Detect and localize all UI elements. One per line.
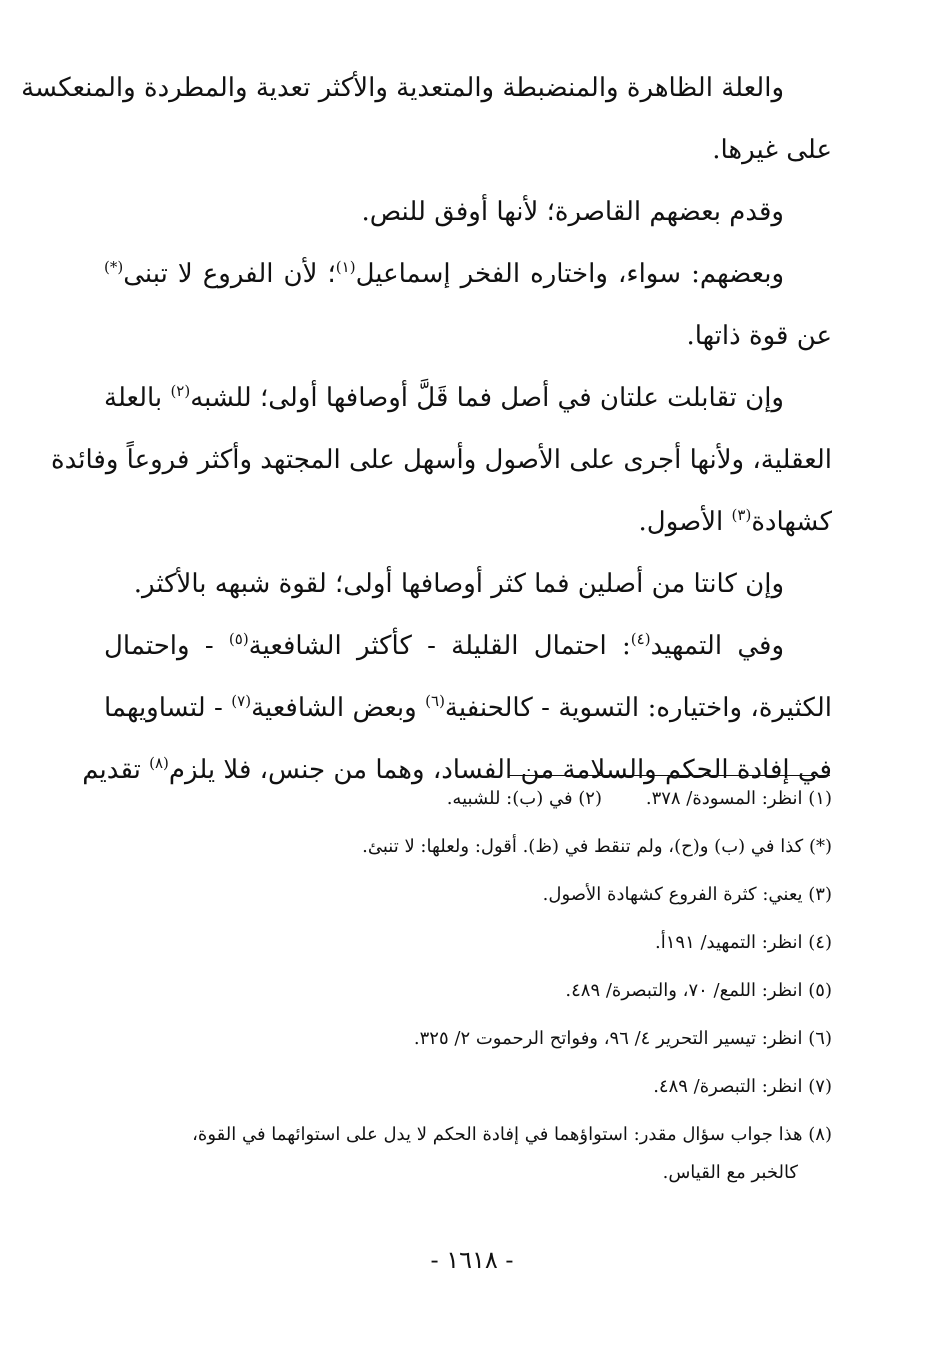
text-segment: - لتساويهما	[104, 693, 232, 723]
text-line	[104, 258, 832, 320]
text-segment: ؛ لأن الفروع لا تبنى	[123, 259, 336, 289]
text-line	[104, 630, 832, 692]
footnote-3: (٣) يعني: كثرة الفروع كشهادة الأصول.	[542, 884, 832, 905]
footnote-star: (*) كذا في (ب) و(ح)، ولم تنقط في (ظ). أقول: ولعلها: لا تنبئ.	[362, 836, 832, 857]
text-segment: وبعضهم: سواء، واختاره الفخر إسماعيل	[355, 259, 785, 289]
footnote-ref: (٧)	[231, 692, 252, 710]
footnote-ref: (٣)	[731, 506, 752, 524]
footnote-1: (١) انظر: المسودة/ ٣٧٨.	[645, 788, 832, 809]
text-segment: بالعلة	[104, 383, 171, 413]
page-number: - ١٦١٨ -	[430, 1246, 514, 1274]
text-segment: والعلة الظاهرة والمنضبطة والمتعدية والأكثر تعدية والمطردة والمنعكسة	[21, 73, 784, 103]
text-segment: العقلية، ولأنها أجرى على الأصول وأسهل على المجتهد وأكثر فروعاً وفائدة	[50, 445, 832, 475]
footnotes	[104, 786, 832, 1208]
text-segment: : احتمال القليلة - كأكثر الشافعية	[248, 631, 631, 661]
footnote-6: (٦) انظر: تيسير التحرير ٤/ ٩٦، وفواتح الرحموت ٢/ ٣٢٥.	[413, 1028, 832, 1049]
footnote-ref: (٥)	[228, 630, 249, 648]
text-line	[104, 568, 832, 630]
text-segment: تقديم	[82, 755, 150, 785]
text-segment: وإن تقابلت علتان في أصل فما قَلَّ أوصافها أولى؛ للشبه	[190, 383, 784, 413]
text-segment: - واحتمال	[104, 631, 229, 661]
text-line	[104, 382, 832, 444]
text-segment: وفي التمهيد	[650, 631, 784, 661]
footnote-8-continuation	[104, 1160, 832, 1208]
text-line	[104, 692, 832, 754]
footnote-separator	[508, 775, 830, 776]
text-segment: وقدم بعضهم القاصرة؛ لأنها أوفق للنص.	[361, 197, 784, 227]
footnote-ref: (٢)	[170, 382, 191, 400]
footnote-ref: (*)	[104, 258, 124, 276]
footnote-ref: (١)	[335, 258, 356, 276]
text-segment: الأصول.	[638, 507, 732, 537]
text-segment: كشهادة	[751, 507, 832, 537]
footnote-4: (٤) انظر: التمهيد/ ١٩١أ.	[655, 932, 832, 953]
footnote-8-text: كالخبر مع القياس.	[662, 1162, 798, 1183]
footnote-ref: (٦)	[425, 692, 445, 710]
text-segment: وبعض الشافعية	[251, 693, 426, 723]
footnote-7: (٧) انظر: التبصرة/ ٤٨٩.	[653, 1076, 832, 1097]
text-line	[104, 320, 832, 382]
footnote-8: (٨) هذا جواب سؤال مقدر: استواؤهما في إفادة الحكم لا يدل على استوائهما في القوة،	[192, 1124, 832, 1145]
footnote-5: (٥) انظر: اللمع/ ٧٠، والتبصرة/ ٤٨٩.	[565, 980, 832, 1001]
text-segment: على غيرها.	[712, 135, 832, 165]
text-line	[21, 72, 832, 134]
text-segment: الكثيرة، واختياره: التسوية - كالحنفية	[444, 693, 832, 723]
text-segment: عن قوة ذاتها.	[686, 321, 832, 351]
footnote-ref: (٤)	[630, 630, 651, 648]
text-line	[104, 506, 832, 568]
text-line	[50, 444, 832, 506]
text-line	[104, 196, 832, 258]
footnote-row	[104, 786, 832, 834]
text-segment: في إفادة الحكم والسلامة من الفساد، وهما من جنس، فلا يلزم	[168, 755, 832, 785]
text-line	[104, 134, 832, 196]
footnote-2: (٢) في (ب): للشبيه.	[446, 788, 602, 809]
text-segment: وإن كانتا من أصلين فما كثر أوصافها أولى؛ لقوة شبهه بالأكثر.	[133, 569, 784, 599]
main-text	[21, 72, 832, 816]
footnote-ref: (٨)	[149, 754, 169, 772]
